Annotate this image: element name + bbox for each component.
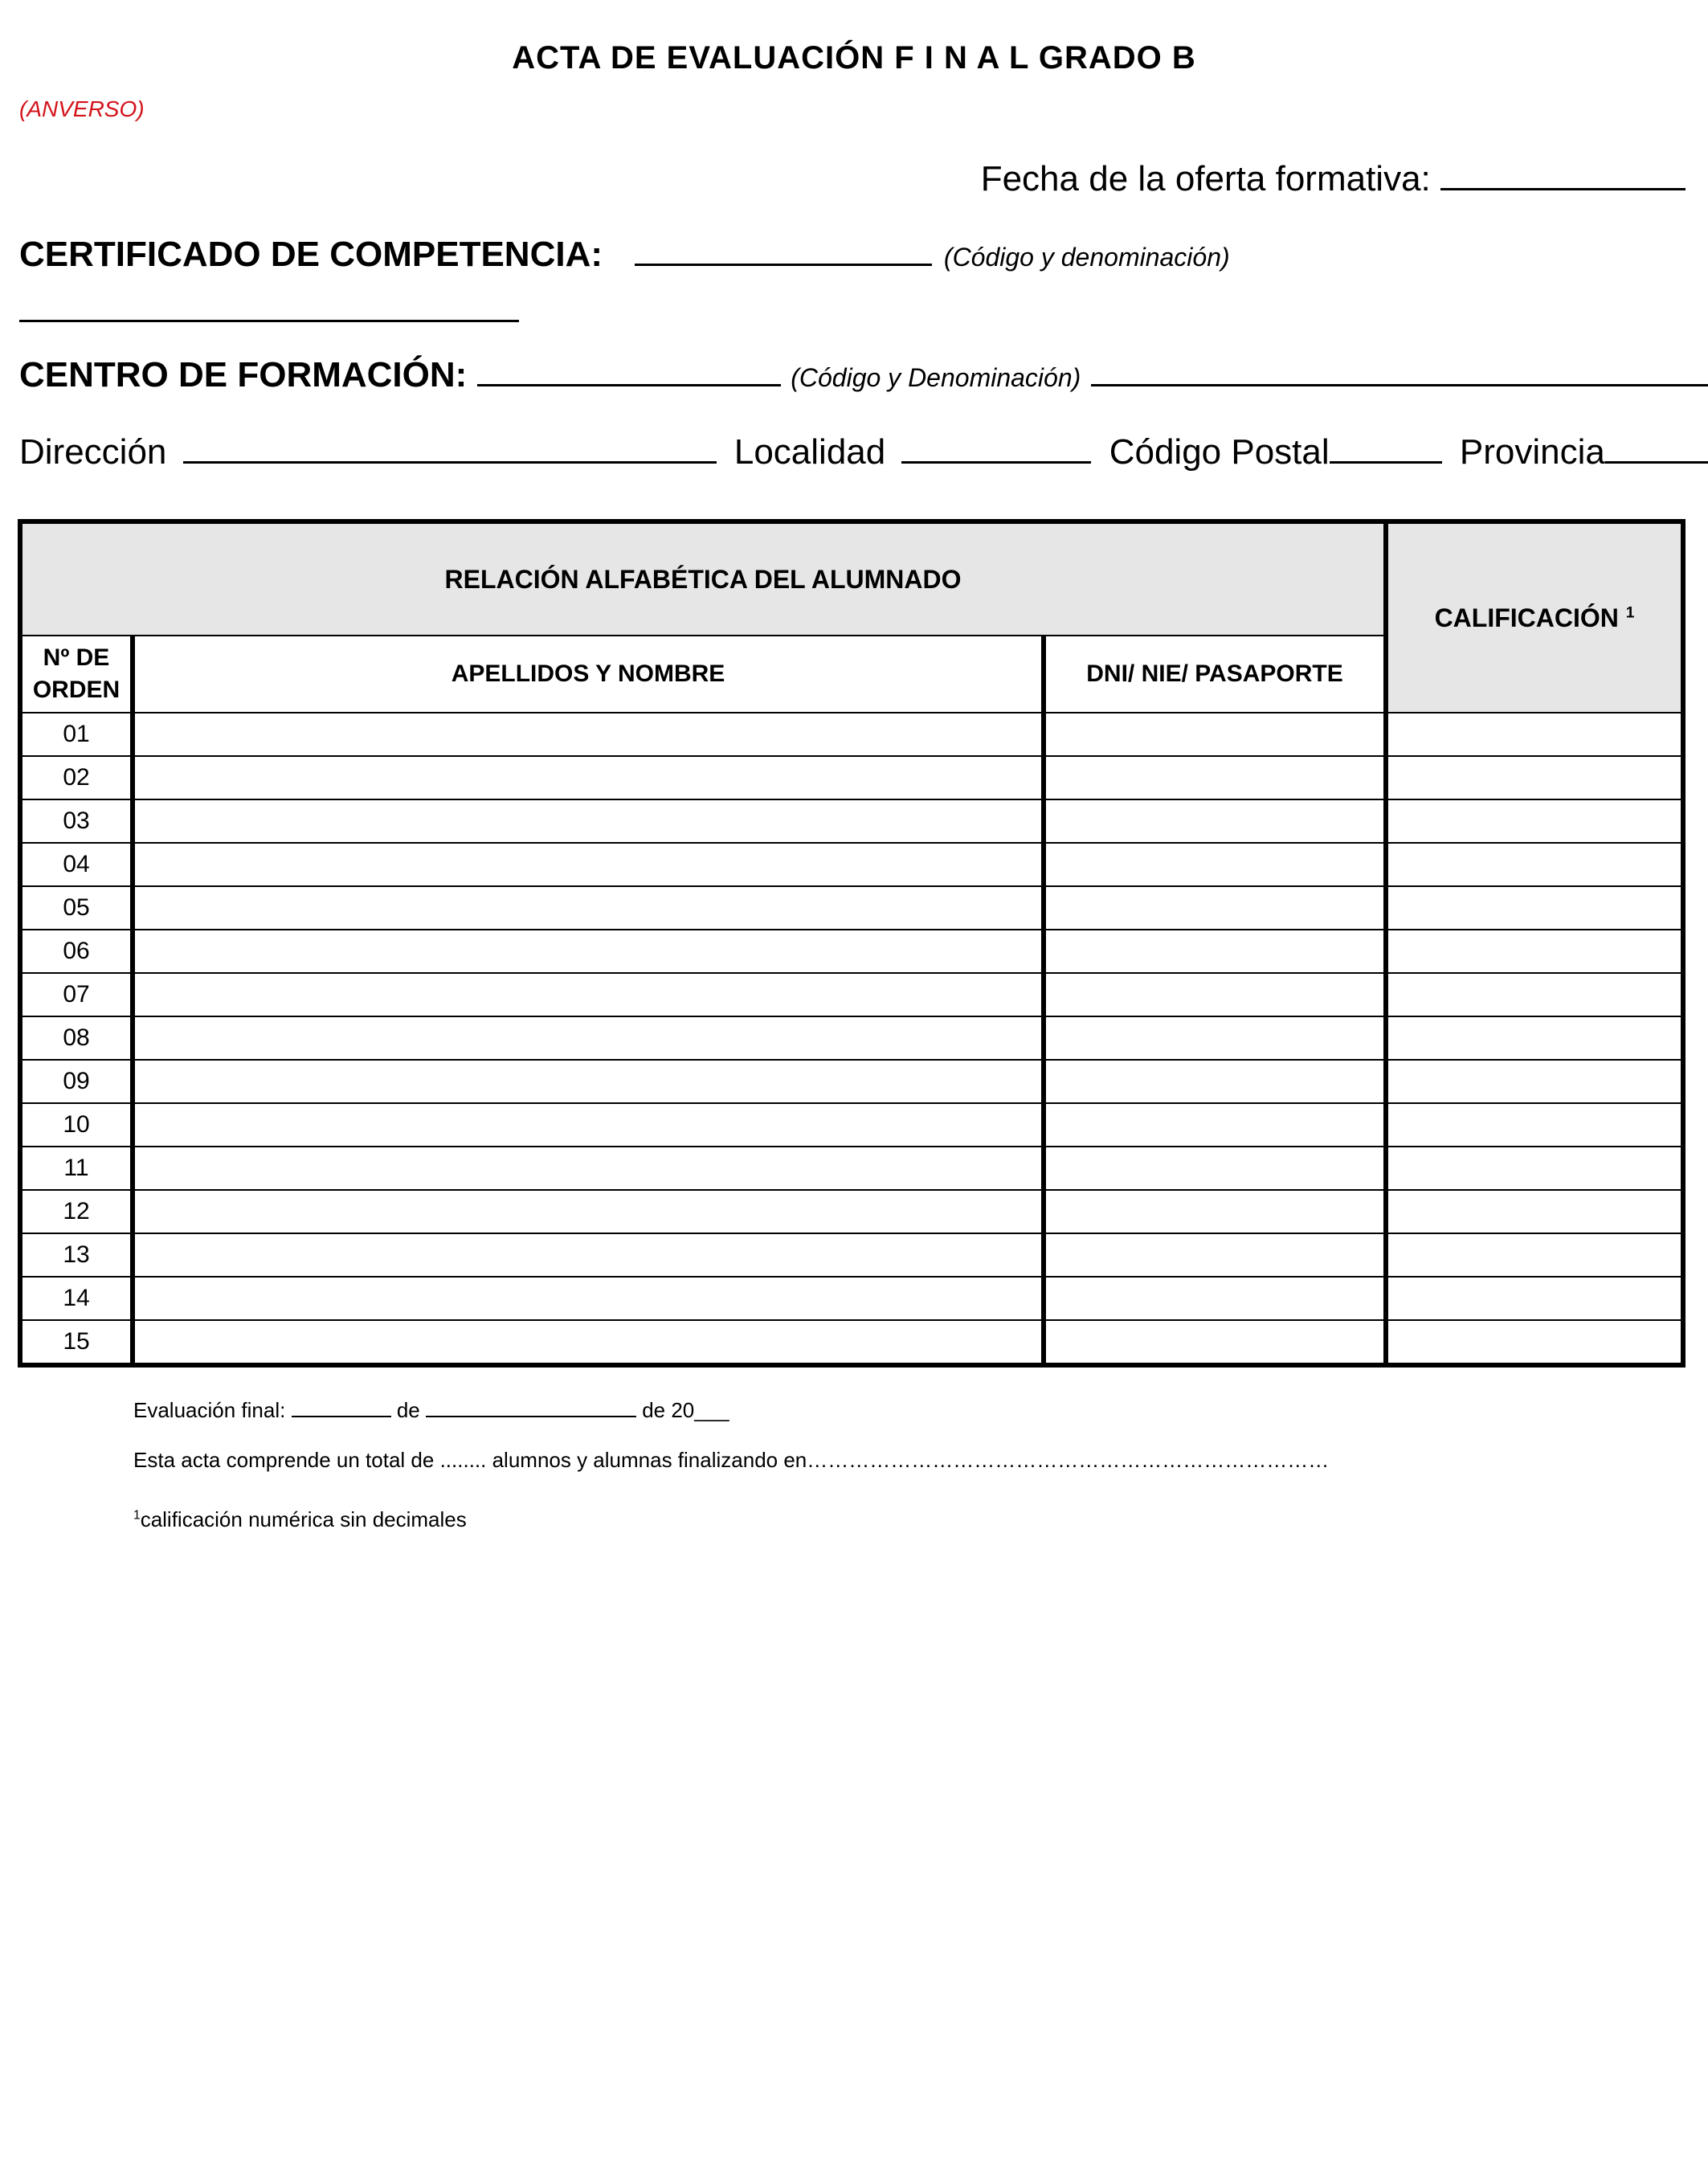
row-calificacion-cell[interactable] xyxy=(1386,1016,1683,1060)
row-number: 02 xyxy=(20,756,133,799)
row-calificacion-cell[interactable] xyxy=(1386,799,1683,843)
provincia-label: Provincia xyxy=(1459,432,1605,472)
row-name-cell[interactable] xyxy=(133,1016,1044,1060)
row-name-cell[interactable] xyxy=(133,1320,1044,1365)
row-calificacion-cell[interactable] xyxy=(1386,1320,1683,1365)
footnote xyxy=(133,1507,467,1532)
row-dni-cell[interactable] xyxy=(1044,1016,1386,1060)
col-nombre-header: APELLIDOS Y NOMBRE xyxy=(133,636,1044,713)
direccion-row xyxy=(19,432,1708,472)
row-calificacion-cell[interactable] xyxy=(1386,1147,1683,1190)
row-name-cell[interactable] xyxy=(133,756,1044,799)
footnote-text: calificación numérica sin decimales xyxy=(140,1507,467,1531)
cp-blank[interactable] xyxy=(1330,432,1442,464)
certificado-hint: (Código y denominación) xyxy=(943,243,1230,272)
table-row xyxy=(20,799,1683,843)
table-row xyxy=(20,930,1683,973)
row-number: 01 xyxy=(20,713,133,756)
row-dni-cell[interactable] xyxy=(1044,1277,1386,1320)
table-row xyxy=(20,1190,1683,1233)
row-name-cell[interactable] xyxy=(133,1190,1044,1233)
row-number: 08 xyxy=(20,1016,133,1060)
fecha-label: Fecha de la oferta formativa: xyxy=(980,159,1431,198)
evaluacion-line xyxy=(133,1396,729,1423)
table-row xyxy=(20,1147,1683,1190)
certificado-row xyxy=(19,235,1230,275)
table-row xyxy=(20,886,1683,930)
group-header: RELACIÓN ALFABÉTICA DEL ALUMNADO xyxy=(20,521,1386,636)
table-row xyxy=(20,1233,1683,1277)
provincia-blank[interactable] xyxy=(1605,432,1708,464)
row-dni-cell[interactable] xyxy=(1044,843,1386,886)
table-row xyxy=(20,1277,1683,1320)
row-calificacion-cell[interactable] xyxy=(1386,930,1683,973)
footnote-mark: 1 xyxy=(133,1508,141,1523)
row-dni-cell[interactable] xyxy=(1044,1147,1386,1190)
row-number: 04 xyxy=(20,843,133,886)
row-dni-cell[interactable] xyxy=(1044,799,1386,843)
direccion-blank[interactable] xyxy=(183,432,717,464)
fecha-blank[interactable] xyxy=(1440,159,1686,190)
row-number: 07 xyxy=(20,973,133,1016)
row-number: 06 xyxy=(20,930,133,973)
row-calificacion-cell[interactable] xyxy=(1386,843,1683,886)
row-number: 14 xyxy=(20,1277,133,1320)
row-name-cell[interactable] xyxy=(133,973,1044,1016)
row-number: 10 xyxy=(20,1103,133,1147)
calificacion-footnote-mark: 1 xyxy=(1625,603,1635,621)
row-dni-cell[interactable] xyxy=(1044,756,1386,799)
row-calificacion-cell[interactable] xyxy=(1386,1190,1683,1233)
col-orden-line2: ORDEN xyxy=(32,677,121,703)
row-calificacion-cell[interactable] xyxy=(1386,1060,1683,1103)
row-dni-cell[interactable] xyxy=(1044,1320,1386,1365)
row-name-cell[interactable] xyxy=(133,799,1044,843)
row-calificacion-cell[interactable] xyxy=(1386,886,1683,930)
row-number: 15 xyxy=(20,1320,133,1365)
certificado-label: CERTIFICADO DE COMPETENCIA: xyxy=(19,235,603,274)
table-row xyxy=(20,973,1683,1016)
row-name-cell[interactable] xyxy=(133,713,1044,756)
cp-label: Código Postal xyxy=(1109,432,1330,472)
total-line: Esta acta comprende un total de ........ alumnos y alumnas finalizando en………………………………………………………………… xyxy=(133,1448,1330,1472)
row-dni-cell[interactable] xyxy=(1044,1103,1386,1147)
students-table xyxy=(18,519,1686,1368)
row-name-cell[interactable] xyxy=(133,1147,1044,1190)
row-dni-cell[interactable] xyxy=(1044,973,1386,1016)
table-row xyxy=(20,713,1683,756)
row-calificacion-cell[interactable] xyxy=(1386,1233,1683,1277)
centro-code-blank[interactable] xyxy=(477,355,781,386)
table-row xyxy=(20,1103,1683,1147)
row-name-cell[interactable] xyxy=(133,1277,1044,1320)
centro-label: CENTRO DE FORMACIÓN: xyxy=(19,355,468,395)
row-dni-cell[interactable] xyxy=(1044,1233,1386,1277)
row-calificacion-cell[interactable] xyxy=(1386,973,1683,1016)
centro-name-blank[interactable] xyxy=(1091,355,1708,386)
table-row xyxy=(20,1016,1683,1060)
evaluacion-year: de 20___ xyxy=(642,1398,729,1422)
row-name-cell[interactable] xyxy=(133,886,1044,930)
table-row xyxy=(20,1060,1683,1103)
evaluacion-de: de xyxy=(396,1398,420,1422)
row-number: 12 xyxy=(20,1190,133,1233)
table-row xyxy=(20,756,1683,799)
row-name-cell[interactable] xyxy=(133,843,1044,886)
row-name-cell[interactable] xyxy=(133,1103,1044,1147)
table-body xyxy=(20,713,1683,1365)
evaluacion-month-blank[interactable] xyxy=(426,1396,636,1417)
row-name-cell[interactable] xyxy=(133,1233,1044,1277)
col-orden-line1: Nº DE xyxy=(43,644,110,671)
centro-hint: (Código y Denominación) xyxy=(791,363,1081,392)
row-number: 03 xyxy=(20,799,133,843)
col-orden-header xyxy=(20,636,133,713)
row-dni-cell[interactable] xyxy=(1044,930,1386,973)
evaluacion-day-blank[interactable] xyxy=(292,1396,391,1417)
row-calificacion-cell[interactable] xyxy=(1386,756,1683,799)
table-row xyxy=(20,843,1683,886)
centro-row xyxy=(19,355,1708,395)
row-number: 11 xyxy=(20,1147,133,1190)
document-title: ACTA DE EVALUACIÓN F I N A L GRADO B xyxy=(512,40,1196,76)
localidad-label: Localidad xyxy=(733,432,886,472)
certificado-name-blank[interactable] xyxy=(19,291,519,322)
row-name-cell[interactable] xyxy=(133,930,1044,973)
row-dni-cell[interactable] xyxy=(1044,886,1386,930)
row-dni-cell[interactable] xyxy=(1044,713,1386,756)
col-dni-header: DNI/ NIE/ PASAPORTE xyxy=(1044,636,1386,713)
certificado-code-blank[interactable] xyxy=(635,235,932,266)
row-number: 09 xyxy=(20,1060,133,1103)
evaluacion-label: Evaluación final: xyxy=(133,1398,286,1422)
calificacion-label: CALIFICACIÓN xyxy=(1434,603,1619,632)
row-name-cell[interactable] xyxy=(133,1060,1044,1103)
row-calificacion-cell[interactable] xyxy=(1386,1103,1683,1147)
calificacion-header xyxy=(1386,521,1683,713)
direccion-label: Dirección xyxy=(19,432,167,472)
row-number: 13 xyxy=(20,1233,133,1277)
row-dni-cell[interactable] xyxy=(1044,1190,1386,1233)
localidad-blank[interactable] xyxy=(901,432,1091,464)
table-row xyxy=(20,1320,1683,1365)
row-dni-cell[interactable] xyxy=(1044,1060,1386,1103)
fecha-row xyxy=(981,159,1686,199)
row-number: 05 xyxy=(20,886,133,930)
row-calificacion-cell[interactable] xyxy=(1386,713,1683,756)
side-label: (ANVERSO) xyxy=(19,96,145,121)
row-calificacion-cell[interactable] xyxy=(1386,1277,1683,1320)
